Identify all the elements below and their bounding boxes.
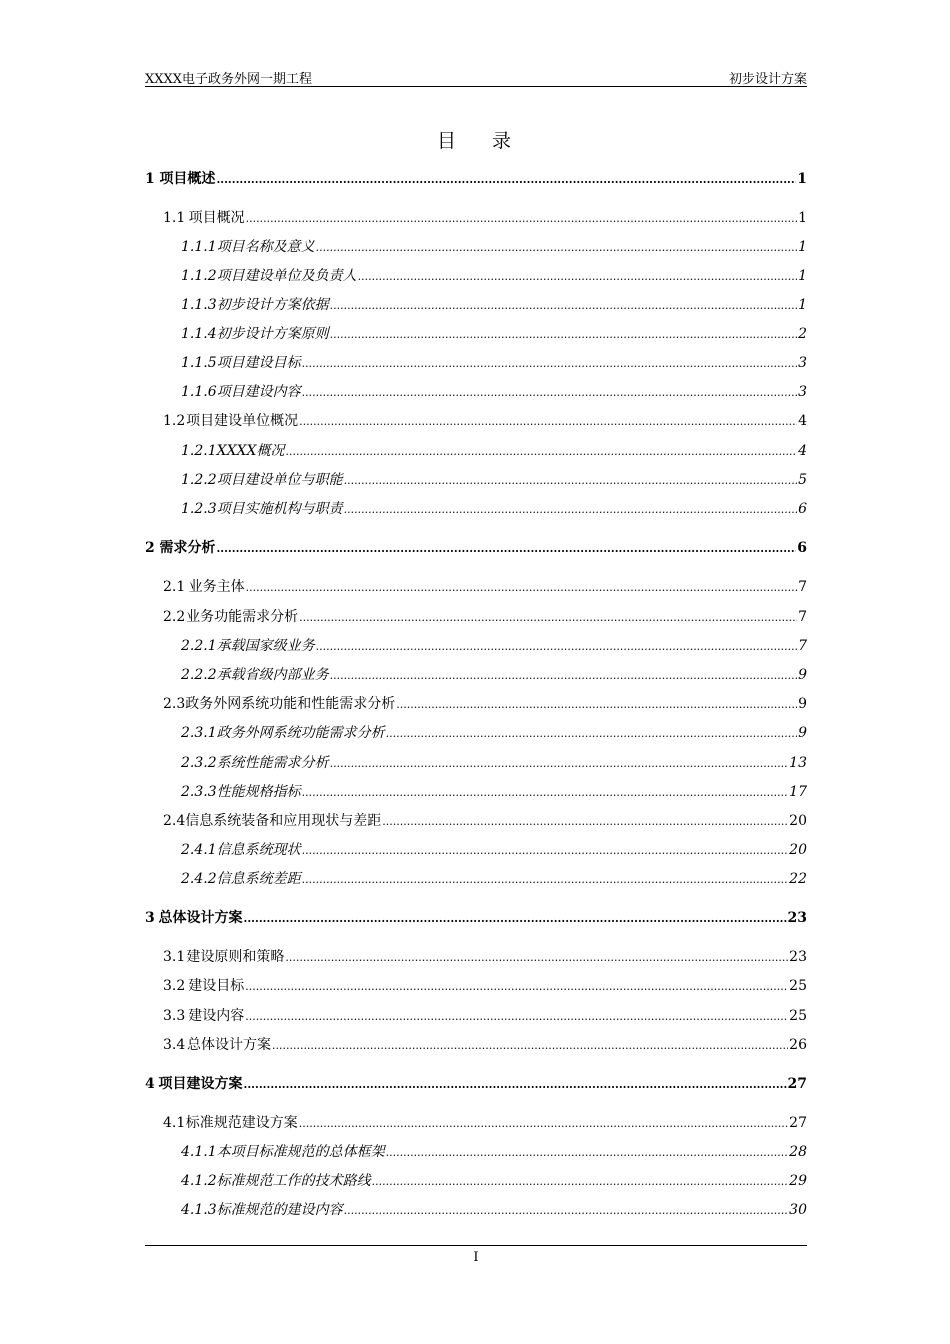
toc-dot-leader [216, 171, 796, 187]
toc-entry-page: 4 [798, 413, 807, 429]
toc-entry-page: 5 [798, 472, 807, 488]
toc-entry[interactable] [145, 469, 807, 491]
toc-entry-number: 2.4 [163, 813, 186, 829]
toc-entry-page: 25 [789, 978, 807, 994]
toc-entry-page: 26 [789, 1037, 807, 1053]
toc-entry-title: 项目建设目标 [216, 355, 301, 371]
toc-entry[interactable] [145, 907, 807, 929]
toc-entry-title: 项目概况 [188, 210, 245, 226]
toc-dot-leader [344, 472, 797, 488]
toc-entry[interactable] [145, 752, 807, 774]
toc-entry-number: 1.1.5 [181, 355, 217, 371]
toc-dot-leader [396, 696, 797, 712]
toc-dot-leader [302, 871, 789, 887]
toc-entry-number: 4 [145, 1076, 155, 1092]
toc-dot-leader [244, 910, 787, 926]
toc-dot-leader [245, 978, 788, 994]
toc-entry-title: 承载省级内部业务 [216, 667, 329, 683]
toc-entry-number: 2.2.1 [181, 638, 217, 654]
toc-dot-leader [246, 210, 797, 226]
toc-dot-leader [299, 609, 797, 625]
toc-entry[interactable] [145, 498, 807, 520]
toc-entry[interactable] [145, 352, 807, 374]
toc-entry-title: 项目实施机构与职责 [216, 501, 343, 517]
toc-dot-leader [302, 355, 797, 371]
toc-entry-number: 1.2 [163, 413, 186, 429]
toc-entry-title: 项目名称及意义 [216, 239, 315, 255]
toc-entry-number: 1.2.1 [181, 443, 217, 459]
toc-entry[interactable] [145, 975, 807, 997]
toc-dot-leader [302, 384, 797, 400]
toc-dot-leader [382, 813, 788, 829]
toc-entry[interactable] [145, 265, 807, 287]
toc-entry-title: 项目建设方案 [158, 1076, 243, 1092]
toc-entry-title: 项目建设内容 [216, 384, 301, 400]
toc-entry-page: 1 [798, 268, 807, 284]
toc-entry-title: 项目建设单位及负责人 [216, 268, 357, 284]
toc-entry-number: 4.1 [163, 1115, 186, 1131]
toc-entry-number: 3.4 [163, 1037, 186, 1053]
toc-entry-title: 政务外网系统功能和性能需求分析 [185, 696, 396, 712]
toc-entry-title: 信息系统现状 [216, 842, 301, 858]
toc-entry-number: 2.2 [163, 609, 186, 625]
toc-dot-leader [386, 725, 797, 741]
toc-entry-page: 25 [789, 1008, 807, 1024]
toc-dot-leader [302, 842, 789, 858]
toc-entry-number: 1.1.4 [181, 326, 217, 342]
toc-dot-leader [330, 326, 797, 342]
toc-entry-number: 2.3.1 [181, 725, 217, 741]
toc-dot-leader [358, 268, 797, 284]
toc-entry-title: 信息系统装备和应用现状与差距 [185, 813, 382, 829]
toc-entry[interactable] [145, 839, 807, 861]
toc-entry[interactable] [145, 576, 807, 598]
toc-entry-page: 27 [787, 1076, 807, 1092]
toc-entry-number: 2.3.3 [181, 784, 217, 800]
toc-entry-title: 业务主体 [188, 579, 245, 595]
toc-entry-page: 9 [798, 725, 807, 741]
toc-entry[interactable] [145, 781, 807, 803]
toc-dot-leader [244, 1076, 787, 1092]
toc-entry[interactable] [145, 606, 807, 628]
toc-entry-title: 本项目标准规范的总体框架 [216, 1144, 385, 1160]
toc-entry-number: 1.1.6 [181, 384, 217, 400]
header-project-name: XXXX电子政务外网一期工程 [145, 72, 313, 87]
toc-entry-number: 1.1 [163, 210, 186, 226]
toc-entry-number: 2.2.2 [181, 667, 217, 683]
toc-entry-title: 建设内容 [188, 1008, 245, 1024]
toc-entry-title: 标准规范建设方案 [185, 1115, 298, 1131]
toc-entry[interactable] [145, 537, 807, 559]
toc-entry-number: 1.1.3 [181, 297, 217, 313]
toc-entry-title: 建设原则和策略 [186, 949, 285, 965]
toc-entry-number: 1.1.2 [181, 268, 217, 284]
toc-entry[interactable] [145, 946, 807, 968]
toc-dot-leader [285, 949, 788, 965]
toc-entry[interactable] [145, 810, 807, 832]
toc-entry[interactable] [145, 1170, 807, 1192]
toc-entry-number: 4.1.2 [181, 1173, 217, 1189]
toc-entry-page: 6 [798, 501, 807, 517]
toc-entry-number: 2 [145, 540, 155, 556]
toc-dot-leader [330, 667, 797, 683]
toc-dot-leader [216, 540, 796, 556]
toc-entry-page: 1 [798, 297, 807, 313]
toc-dot-leader [316, 239, 797, 255]
toc-entry-page: 7 [798, 638, 807, 654]
toc-entry-page: 9 [798, 696, 807, 712]
toc-entry-page: 4 [798, 443, 807, 459]
toc-entry-number: 2.3.2 [181, 755, 217, 771]
toc-dot-leader [302, 784, 789, 800]
toc-entry-page: 30 [789, 1202, 807, 1218]
toc-entry-page: 2 [798, 326, 807, 342]
toc-entry-title: 建设目标 [188, 978, 245, 994]
toc-entry-page: 3 [798, 384, 807, 400]
toc-entry-title: 信息系统差距 [216, 871, 301, 887]
toc-entry-number: 3.1 [163, 949, 186, 965]
toc-entry-page: 1 [798, 210, 807, 226]
page-footer [145, 1245, 807, 1265]
toc-dot-leader [245, 1008, 788, 1024]
toc-dot-leader [246, 579, 797, 595]
toc-entry-page: 1 [797, 171, 807, 187]
toc-entry-page: 1 [798, 239, 807, 255]
toc-entry-title: 需求分析 [159, 540, 216, 556]
toc-entry-page: 27 [789, 1115, 807, 1131]
toc-entry[interactable] [145, 1034, 807, 1056]
toc-entry[interactable] [145, 168, 807, 190]
page-header [145, 66, 807, 87]
toc-entry[interactable] [145, 693, 807, 715]
toc-entry-number: 2.4.1 [181, 842, 217, 858]
toc-entry-title: 系统性能需求分析 [216, 755, 329, 771]
toc-entry-page: 7 [798, 609, 807, 625]
toc-entry-page: 9 [798, 667, 807, 683]
toc-entry-page: 13 [789, 755, 807, 771]
toc-dot-leader [272, 1037, 788, 1053]
toc-entry-title: 项目概述 [159, 171, 216, 187]
toc-entry-page: 23 [789, 949, 807, 965]
header-doc-type: 初步设计方案 [728, 72, 807, 87]
toc-entry-page: 17 [789, 784, 807, 800]
toc-entry-page: 3 [798, 355, 807, 371]
toc-entry-title: 项目建设单位与职能 [216, 472, 343, 488]
toc-entry[interactable] [145, 664, 807, 686]
toc-entry-number: 2.4.2 [181, 871, 217, 887]
toc-entry-number: 3.2 [163, 978, 186, 994]
toc-entry[interactable] [145, 236, 807, 258]
toc-dot-leader [286, 443, 798, 459]
toc-entry[interactable] [145, 1141, 807, 1163]
toc-entry-page: 20 [789, 842, 807, 858]
toc-entry[interactable] [145, 1005, 807, 1027]
toc-entry[interactable] [145, 868, 807, 890]
toc-entry-title: 初步设计方案原则 [216, 326, 329, 342]
toc-entry-number: 3.3 [163, 1008, 186, 1024]
toc-title-char: 目 [436, 130, 458, 152]
toc-dot-leader [344, 501, 797, 517]
toc-entry[interactable] [145, 1112, 807, 1134]
toc-dot-leader [344, 1202, 789, 1218]
toc-entry[interactable] [145, 381, 807, 403]
toc-entry-page: 22 [789, 871, 807, 887]
toc-title [0, 126, 950, 153]
toc-title-char: 录 [492, 130, 514, 152]
toc-dot-leader [330, 755, 789, 771]
toc-entry-number: 2.3 [163, 696, 186, 712]
toc-dot-leader [386, 1144, 789, 1160]
toc-entry-title: 总体设计方案 [158, 910, 243, 926]
footer-page-number: I [473, 1250, 479, 1265]
toc-entry-title: 总体设计方案 [186, 1037, 271, 1053]
toc-entry-title: XXXX概况 [216, 443, 285, 459]
toc-entry-number: 2.1 [163, 579, 186, 595]
toc-dot-leader [299, 413, 797, 429]
toc-dot-leader [372, 1173, 789, 1189]
toc-entry-page: 6 [797, 540, 807, 556]
toc-entry-page: 7 [798, 579, 807, 595]
toc-entry[interactable] [145, 410, 807, 432]
toc-entry-title: 标准规范的建设内容 [216, 1202, 343, 1218]
toc-entry-number: 4.1.1 [181, 1144, 217, 1160]
toc-entry[interactable] [145, 635, 807, 657]
toc-entry-title: 承载国家级业务 [216, 638, 315, 654]
toc-entry-title: 业务功能需求分析 [186, 609, 299, 625]
toc-entry[interactable] [145, 323, 807, 345]
toc-entry[interactable] [145, 722, 807, 744]
toc-entry[interactable] [145, 207, 807, 229]
toc-entry-number: 4.1.3 [181, 1202, 217, 1218]
toc-entry[interactable] [145, 1073, 807, 1095]
toc-entry-title: 政务外网系统功能需求分析 [216, 725, 385, 741]
toc-entry-page: 29 [789, 1173, 807, 1189]
toc-entry-title: 初步设计方案依据 [216, 297, 329, 313]
toc-entry-number: 1.2.3 [181, 501, 217, 517]
toc-entry[interactable] [145, 440, 807, 462]
toc-entry-title: 项目建设单位概况 [186, 413, 299, 429]
toc-entry-page: 20 [789, 813, 807, 829]
toc-entry-title: 性能规格指标 [216, 784, 301, 800]
toc-entry-number: 1.1.1 [181, 239, 217, 255]
toc-dot-leader [330, 297, 797, 313]
toc-entry-number: 1 [145, 171, 155, 187]
toc-entry[interactable] [145, 1199, 807, 1221]
toc-dot-leader [316, 638, 797, 654]
toc-entry-title: 标准规范工作的技术路线 [216, 1173, 371, 1189]
toc-entry-page: 23 [787, 910, 807, 926]
toc-dot-leader [299, 1115, 788, 1131]
toc-entry-page: 28 [789, 1144, 807, 1160]
toc-entry[interactable] [145, 294, 807, 316]
toc-entry-number: 1.2.2 [181, 472, 217, 488]
toc-entry-number: 3 [145, 910, 155, 926]
